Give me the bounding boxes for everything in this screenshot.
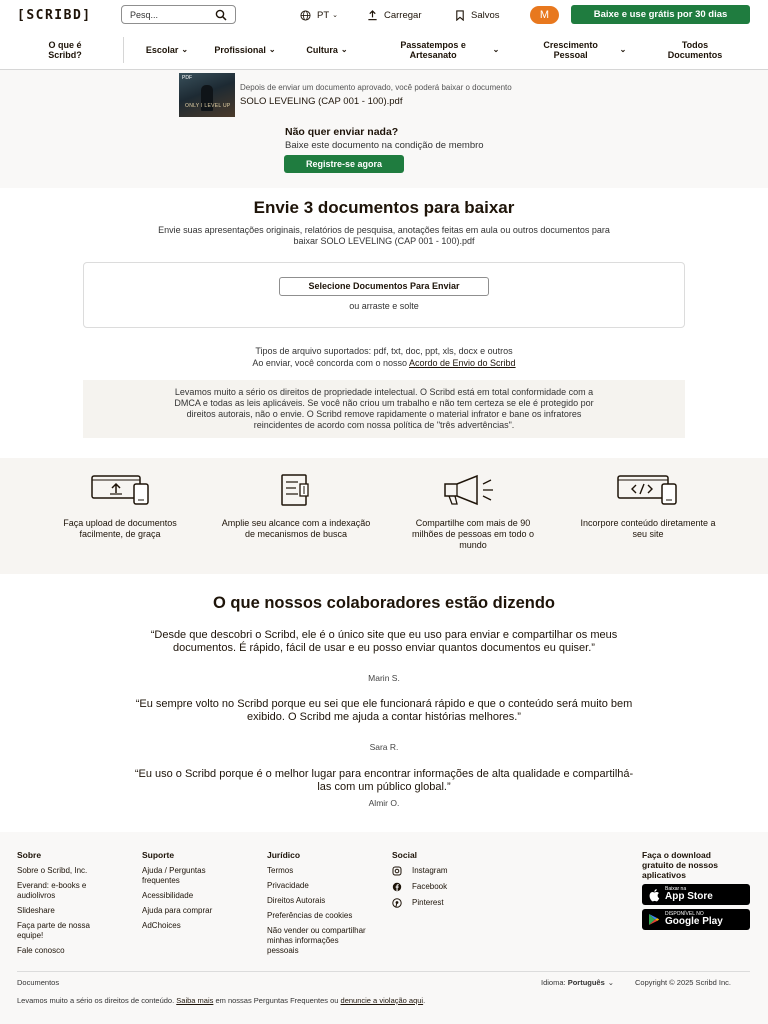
- facebook-icon: [392, 882, 402, 892]
- feature-label: Amplie seu alcance com a indexação de mecanismos de busca: [221, 518, 371, 539]
- nav-label: Passatempos e Artesanato: [400, 39, 466, 60]
- instagram-icon: [392, 866, 402, 876]
- footer-link[interactable]: Sobre o Scribd, Inc.: [17, 866, 88, 875]
- nav-label: Cultura: [306, 44, 338, 55]
- content-rights-notice: [17, 996, 425, 1005]
- nav-divider: [123, 37, 124, 63]
- copyright-text: Copyright © 2025 Scribd Inc.: [635, 978, 731, 987]
- nav-item-what-is-scribd[interactable]: [30, 30, 100, 70]
- nav-label: Todos Documentos: [667, 39, 723, 60]
- language-label: PT: [317, 9, 330, 21]
- footer-social: [392, 850, 492, 914]
- nav-label: O que é Scribd?: [48, 39, 82, 60]
- drag-drop-text: ou arraste e solte: [349, 301, 419, 311]
- chevron-down-icon: ⌄: [332, 12, 339, 19]
- register-button[interactable]: Registre-se agora: [284, 155, 404, 173]
- google-play-badge[interactable]: [642, 909, 750, 930]
- agreement-prefix: Ao enviar, você concorda com o nosso: [252, 358, 409, 368]
- chevron-down-icon: ⌄: [181, 44, 189, 54]
- footer-link[interactable]: Fale conosco: [17, 946, 65, 955]
- feature-item: [573, 458, 723, 539]
- feature-label: Incorpore conteúdo diretamente a seu site: [580, 518, 716, 539]
- feature-item: [398, 458, 548, 550]
- instagram-link[interactable]: [392, 866, 492, 876]
- app-store-small: Baixar na: [665, 886, 687, 892]
- footer-apps: [642, 850, 750, 886]
- language-picker-value: Português: [567, 978, 605, 987]
- upload-label: Carregar: [384, 9, 422, 21]
- top-bar: [0, 0, 768, 30]
- feature-label: Faça upload de documentos facilmente, de graça: [63, 518, 177, 539]
- feature-label: Compartilhe com mais de 90 milhões de pessoas em todo o mundo: [411, 518, 535, 550]
- copyright-notice: [83, 380, 685, 438]
- language-selector[interactable]: [300, 0, 338, 30]
- search-box[interactable]: [121, 5, 236, 24]
- social-label: Facebook: [412, 882, 448, 891]
- saved-label: Salvos: [471, 9, 500, 21]
- saved-link[interactable]: [455, 0, 500, 30]
- notice-line: DMCA e todas as leis aplicáveis. Se você não criou um trabalho e não tem certeza se ele é protegido por: [174, 398, 594, 408]
- nav-item-profissional[interactable]: [205, 30, 285, 70]
- document-name: SOLO LEVELING (CAP 001 - 100).pdf: [240, 96, 403, 107]
- footer-heading: Jurídico: [267, 850, 301, 860]
- notice-line: Levamos muito a sério os direitos de propriedade intelectual. O Scribd está em total conformidade com a: [174, 387, 594, 397]
- chevron-down-icon: ⌄: [492, 44, 500, 54]
- footer-link[interactable]: Faça parte de nossa equipe!: [17, 921, 90, 940]
- embed-code-icon: [616, 474, 680, 506]
- supported-types: Tipos de arquivo suportados: pdf, txt, doc, ppt, xls, docx e outros: [255, 346, 513, 356]
- footer-link[interactable]: Slideshare: [17, 906, 55, 915]
- nav-item-escolar[interactable]: [137, 30, 197, 70]
- footer-link[interactable]: Não vender ou compartilhar minhas informações pessoais: [267, 926, 366, 955]
- testimonial-quote: “Eu sempre volto no Scribd porque eu sei que ele funcionará rápido e que o conteúdo será muito bem exibido. O Scribd me ajuda a contar histórias melhores.”: [135, 698, 633, 723]
- footer-link[interactable]: Ajuda / Perguntas frequentes: [142, 866, 206, 885]
- feature-item: [221, 458, 371, 539]
- footer-link[interactable]: Direitos Autorais: [267, 896, 326, 905]
- nav-label: Crescimento Pessoal: [543, 39, 598, 60]
- free-trial-button[interactable]: Baixe e use grátis por 30 dias: [571, 5, 750, 24]
- social-label: Instagram: [412, 866, 448, 875]
- upload-icon: [367, 10, 378, 21]
- footer-link[interactable]: Preferências de cookies: [267, 911, 353, 920]
- footer-link[interactable]: AdChoices: [142, 921, 181, 930]
- app-store-badge[interactable]: [642, 884, 750, 905]
- features-strip: [0, 458, 768, 574]
- document-panel: [0, 70, 768, 188]
- footer-link[interactable]: Termos: [267, 866, 294, 875]
- notice-line: reincidentes de acordo com nossa política de "três advertências".: [253, 420, 515, 430]
- testimonial-quote: “Eu uso o Scribd porque é o melhor lugar para encontrar informações de alta qualidade e compartilhá-las com um público global.”: [134, 768, 634, 793]
- google-play-icon: [648, 913, 660, 926]
- nav-label: Escolar: [145, 44, 179, 55]
- scribd-logo[interactable]: [SCRIBD]: [17, 7, 92, 23]
- footer-divider: [17, 971, 750, 972]
- pdf-tag: PDF: [182, 75, 192, 81]
- chevron-down-icon: ⌄: [607, 978, 615, 987]
- report-violation-link[interactable]: denuncie a violação aqui: [340, 996, 424, 1005]
- upload-description-line2: baixar SOLO LEVELING (CAP 001 - 100).pdf: [293, 236, 475, 246]
- upload-agreement-link[interactable]: Acordo de Envio do Scribd: [409, 358, 516, 368]
- notice-line: direitos autorais, não o envie. O Scribd remove rapidamente o material infrator e bane os infratores: [186, 409, 582, 419]
- testimonial-author: Almir O.: [368, 798, 400, 808]
- category-nav: [0, 30, 768, 70]
- language-picker-label: Idioma:: [541, 978, 568, 987]
- testimonial-author: Sara R.: [369, 742, 399, 752]
- upload-device-icon: [88, 474, 152, 506]
- search-icon[interactable]: [215, 9, 227, 21]
- nav-item-crescimento[interactable]: [525, 30, 635, 70]
- pinterest-icon: [392, 898, 402, 908]
- notice-suffix: .: [423, 996, 426, 1005]
- footer-link[interactable]: Privacidade: [267, 881, 309, 890]
- facebook-link[interactable]: [392, 882, 492, 892]
- footer-support: [142, 850, 237, 936]
- footer-link[interactable]: Acessibilidade: [142, 891, 194, 900]
- google-play-label: Google Play: [665, 916, 723, 927]
- globe-icon: [300, 10, 311, 21]
- document-note: Depois de enviar um documento aprovado, você poderá baixar o documento: [240, 83, 512, 92]
- megaphone-icon: [433, 474, 513, 506]
- footer: [0, 832, 768, 1024]
- footer-about: [17, 850, 117, 961]
- pinterest-link[interactable]: [392, 898, 492, 908]
- select-documents-button[interactable]: Selecione Documentos Para Enviar: [279, 277, 489, 296]
- learn-more-link[interactable]: Saiba mais: [176, 996, 214, 1005]
- cover-title: ONLY I LEVEL UP: [185, 103, 231, 109]
- chevron-down-icon: ⌄: [619, 44, 627, 54]
- document-thumbnail[interactable]: [179, 73, 235, 117]
- search-index-icon: [264, 474, 328, 506]
- avatar[interactable]: M: [530, 6, 559, 24]
- feature-item: [45, 458, 195, 539]
- footer-link[interactable]: Everand: e-books e audiolivros: [17, 881, 87, 900]
- nav-label: Profissional: [214, 44, 266, 55]
- notice-mid: em nossas Perguntas Frequentes ou: [213, 996, 341, 1005]
- footer-heading: Faça o download gratuito de nossos aplicativos: [642, 850, 719, 880]
- footer-link[interactable]: Ajuda para comprar: [142, 906, 213, 915]
- nav-item-todos-documentos[interactable]: [655, 30, 735, 70]
- upload-title: Envie 3 documentos para baixar: [253, 198, 515, 217]
- apple-icon: [648, 888, 660, 902]
- bookmark-icon: [455, 10, 465, 21]
- upload-description-line1: Envie suas apresentações originais, relatórios de pesquisa, anotações feitas em aula ou outros documentos para: [158, 225, 610, 235]
- footer-heading: Sobre: [17, 850, 42, 860]
- footer-heading: Suporte: [142, 850, 175, 860]
- notice-prefix: Levamos muito a sério os direitos de conteúdo.: [17, 996, 177, 1005]
- app-store-label: App Store: [665, 891, 713, 902]
- chevron-down-icon: ⌄: [268, 44, 276, 54]
- no-upload-title: Não quer enviar nada?: [285, 126, 399, 138]
- testimonials-title: O que nossos colaboradores estão dizendo: [213, 594, 555, 612]
- chevron-down-icon: ⌄: [340, 44, 348, 54]
- google-play-small: DISPONÍVEL NO: [665, 911, 704, 917]
- search-input[interactable]: Pesq...: [130, 9, 159, 20]
- upload-agreement: [0, 358, 768, 369]
- nav-item-cultura[interactable]: [297, 30, 357, 70]
- upload-link[interactable]: [367, 0, 422, 30]
- nav-item-passatempos[interactable]: [375, 30, 510, 70]
- social-label: Pinterest: [412, 898, 444, 907]
- documents-link[interactable]: Documentos: [17, 978, 60, 987]
- testimonial-quote: “Desde que descobri o Scribd, ele é o único site que eu uso para enviar e compartilhar os meus documentos. É rápido, fácil de usar e eu posso enviar quantos documentos eu quiser.”: [150, 629, 618, 654]
- no-upload-text: Baixe este documento na condição de membro: [285, 140, 484, 151]
- language-picker[interactable]: [541, 978, 614, 987]
- footer-heading: Social: [392, 850, 418, 860]
- testimonial-author: Marin S.: [368, 673, 400, 683]
- footer-legal: [267, 850, 367, 961]
